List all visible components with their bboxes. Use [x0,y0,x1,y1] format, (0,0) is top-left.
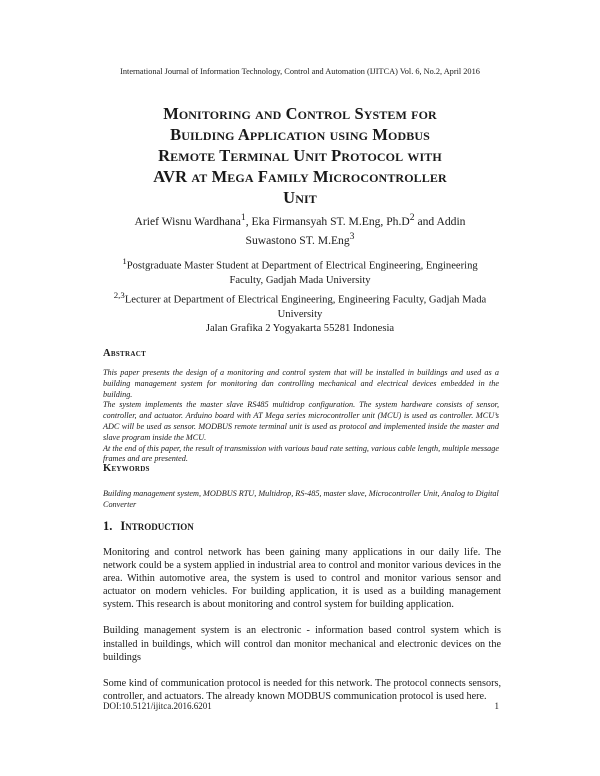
keywords-body: Building management system, MODBUS RTU, Multidrop, RS-485, master slave, Microcontroller Unit, Analog to Digital Converter [103,489,499,509]
section-title: Introduction [120,519,194,533]
introduction-paragraph: Building management system is an electronic - information based control system which is installed in buildings, which will control dan monitor mechanical and electronic devices on the buildings [103,625,501,663]
affiliation-address: Jalan Grafika 2 Yogyakarta 55281 Indonesia [205,322,395,334]
abstract-paragraph: This paper presents the design of a monitoring and control system that will be installed in buildings and used as a building management system for monitoring dan controlling mechanical and electrical devices embedded in the building. [103,368,499,399]
affiliations [110,254,490,336]
author-name: Arief Wisnu Wardhana [134,214,241,228]
abstract-heading: Abstract [103,348,147,359]
introduction-body [103,546,501,716]
page-number: 1 [494,701,499,711]
abstract-paragraph: At the end of this paper, the result of transmission with various baud rate setting, various cable length, multiple message frames and are presented. [103,443,499,464]
keywords-heading: Keywords [103,463,150,474]
affiliation-text: Postgraduate Master Student at Department of Electrical Engineering, Engineering Faculty, Gadjah Mada University [126,260,478,286]
author-name: , Eka Firmansyah ST. M.Eng, Ph.D [245,214,410,228]
title-line: Building Application using Modbus [170,125,430,144]
author-superscript: 1 [240,212,246,223]
title-line: Monitoring and Control System for [163,104,437,123]
paper-title [95,103,505,208]
title-line: AVR at Mega Family Microcontroller [153,167,447,186]
affiliation-superscript: 2,3 [113,289,125,300]
title-line: Remote Terminal Unit Protocol with [158,146,442,165]
introduction-heading [103,519,194,534]
affiliation-2 [110,288,490,322]
doi: DOI:10.5121/ijitca.2016.6201 [103,701,212,711]
author-superscript: 2 [409,212,415,223]
author-name: and Addin Suwastono ST. M.Eng [245,214,466,247]
affiliation-superscript: 1 [122,256,127,266]
journal-header: International Journal of Information Technology, Control and Automation (IJITCA) Vol. 6, No.2, April 2016 [120,67,480,76]
authors [120,210,480,248]
section-number: 1. [103,519,113,533]
introduction-paragraph: Some kind of communication protocol is needed for this network. The protocol connects sensors, controller, and actuators. The already known MODBUS communication protocol is used here. [103,677,501,702]
author-superscript: 3 [349,230,355,242]
abstract-paragraph: The system implements the master slave RS485 multidrop configuration. The system hardware consists of sensor, controller, and actuator. Arduino board with AT Mega series microcontroller unit (MCU) is used as controller. MCU’s ADC will be used as sensor. MODBUS remote terminal unit is used as protocol and implemented inside the master and slave program inside the MCU. [103,400,499,442]
affiliation-1 [110,254,490,288]
affiliation-text: Lecturer at Department of Electrical Engineering, Engineering Faculty, Gadjah Mada University [124,294,487,320]
introduction-paragraph: Monitoring and control network has been gaining many applications in our daily life. The network could be a system applied in industrial area to control and monitor various devices in the area. Within automotive area, the system is used to control and monitor various sensor and actuator on modern vehicles. For building application, it is used as a building management system. This research is about monitoring and control system for building application. [103,547,501,611]
title-line: Unit [283,188,317,207]
abstract-body [103,368,499,465]
